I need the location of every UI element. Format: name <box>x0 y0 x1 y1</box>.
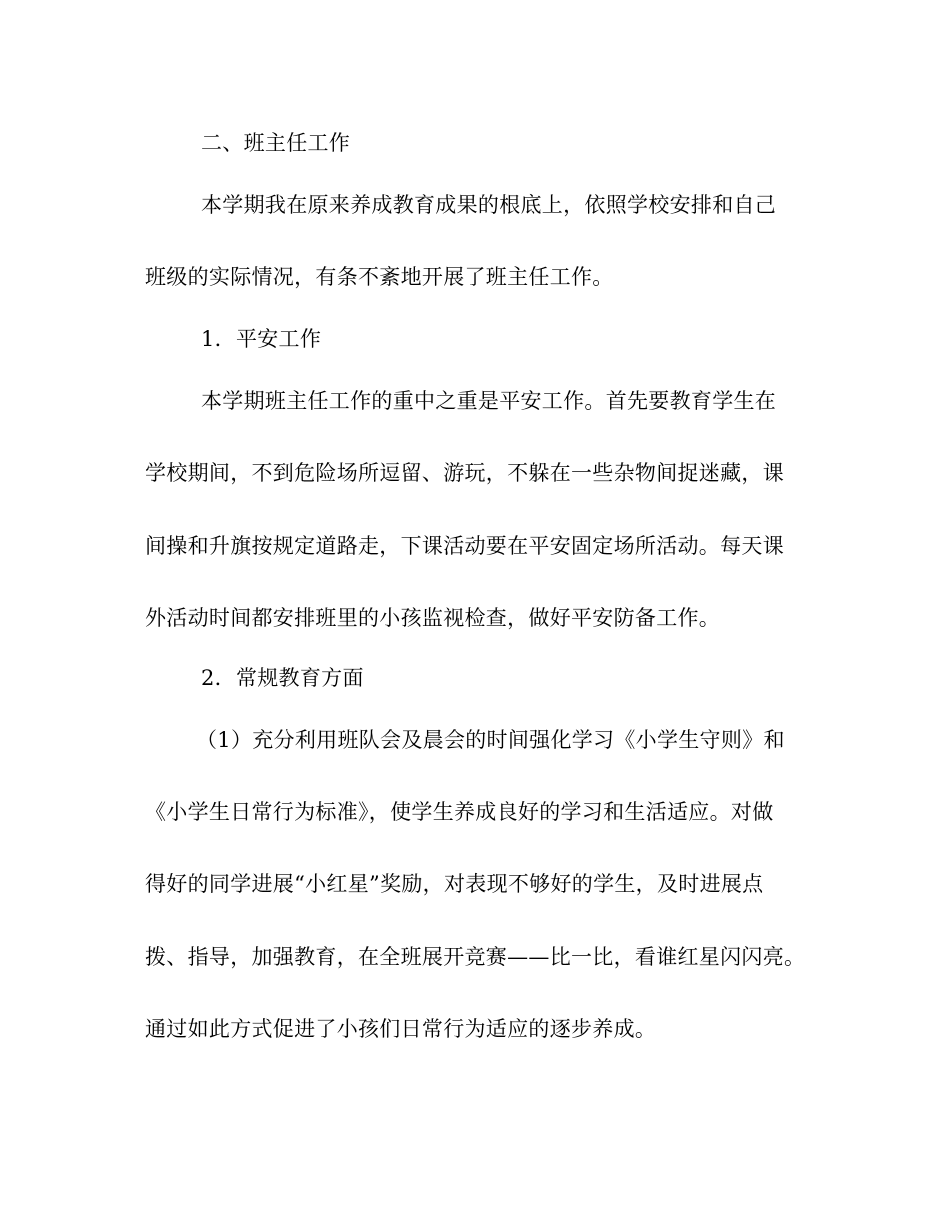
paragraph-line: 拨、指导，加强教育，在全班展开竞赛——比一比，看谁红星闪闪亮。 <box>145 945 806 969</box>
paragraph-line: 外活动时间都安排班里的小孩监视检查，做好平安防备工作。 <box>145 606 721 630</box>
paragraph-line: 得好的同学进展“小红星”奖励，对表现不够好的学生，及时进展点 <box>145 872 764 896</box>
paragraph-line: 间操和升旗按规定道路走，下课活动要在平安固定场所活动。每天课 <box>145 534 784 558</box>
section-heading: 二、班主任工作 <box>201 131 351 155</box>
paragraph-line: 《小学生日常行为标准》，使学生养成良好的学习和生活适应。对做 <box>145 800 774 824</box>
paragraph-line: 本学期我在原来养成教育成果的根底上，依照学校安排和自己 <box>201 193 777 217</box>
paragraph-line: 本学期班主任工作的重中之重是平安工作。首先要教育学生在 <box>201 389 777 413</box>
paragraph-line: 班级的实际情况，有条不紊地开展了班主任工作。 <box>145 265 614 289</box>
paragraph-line: 学校期间，不到危险场所逗留、游玩，不躲在一些杂物间捉迷藏，课 <box>145 461 784 485</box>
subsection-heading: 1．平安工作 <box>201 327 322 351</box>
subsection-heading: 2．常规教育方面 <box>201 666 364 690</box>
paragraph-line: 通过如此方式促进了小孩们日常行为适应的逐步养成。 <box>145 1017 657 1041</box>
paragraph-line: （1）充分利用班队会及晨会的时间强化学习《小学生守则》和 <box>196 728 785 752</box>
